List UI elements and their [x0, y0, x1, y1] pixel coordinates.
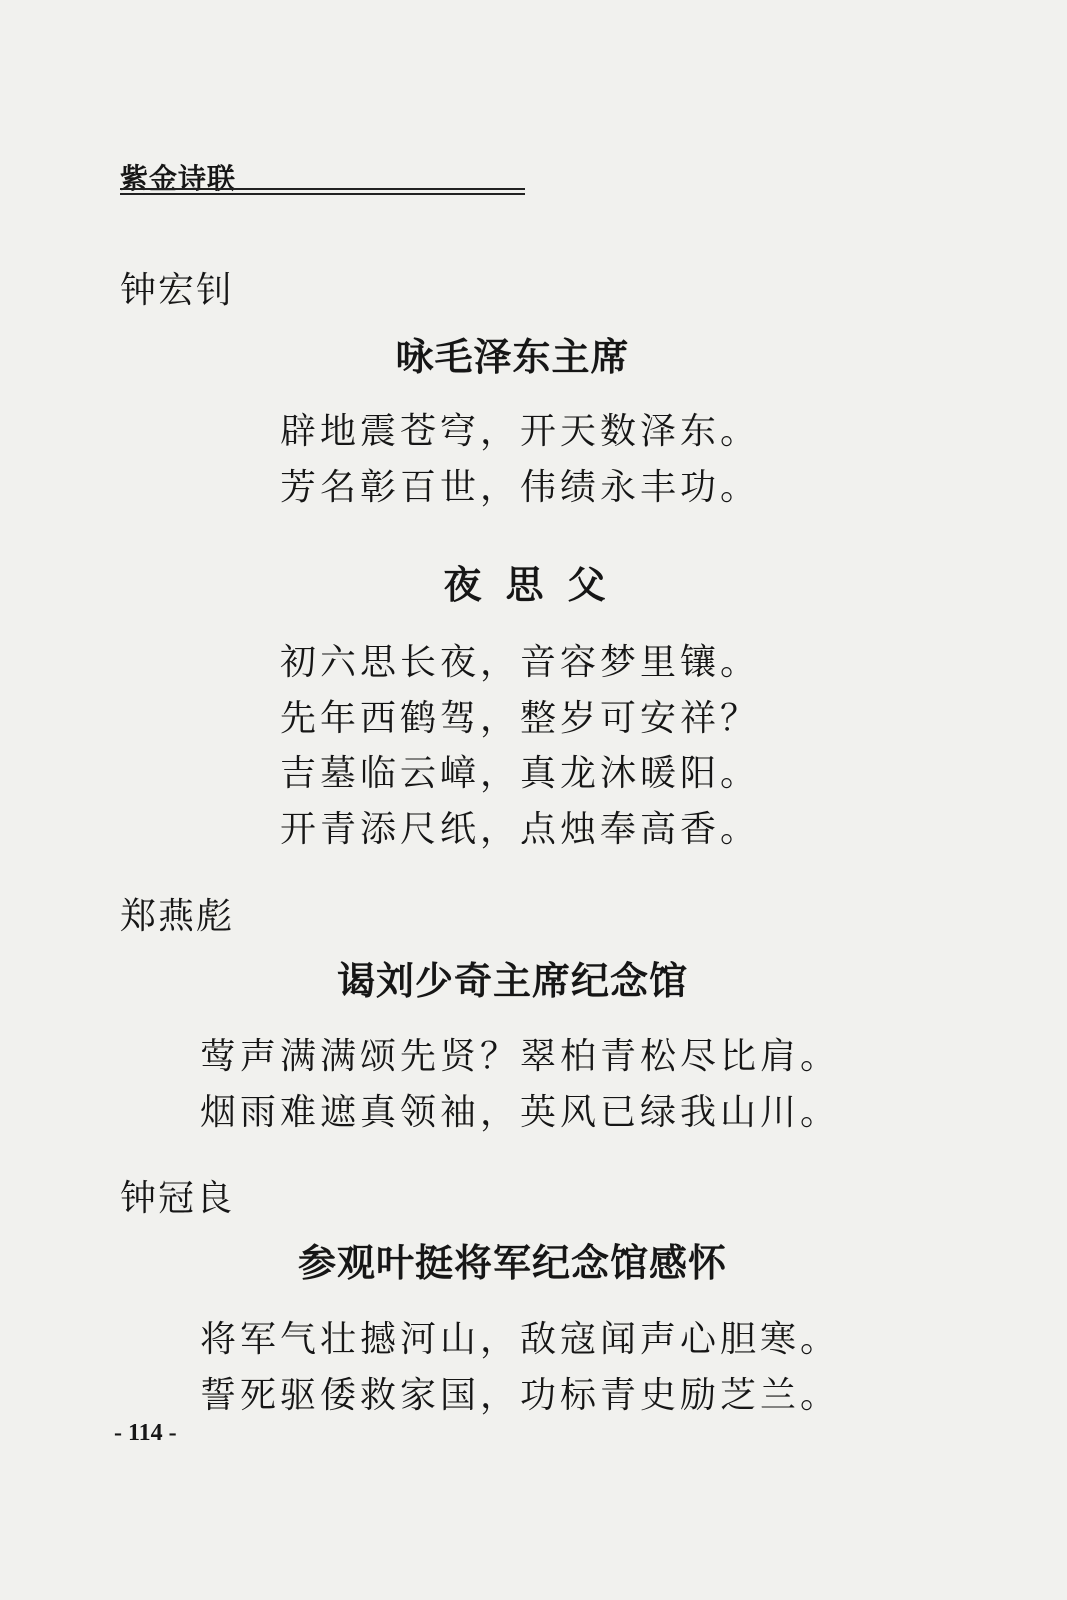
poem-title: 谒刘少奇主席纪念馆	[336, 959, 688, 1003]
running-head-title: 紫金诗联	[120, 162, 237, 195]
poem-line: 烟雨难遮真领袖，英风已绿我山川。	[200, 1092, 841, 1133]
poem-title: 咏毛泽东主席	[395, 335, 630, 379]
poem-line: 开青添尺纸，点烛奉高香。	[280, 809, 761, 850]
author-name: 钟冠良	[120, 1178, 235, 1219]
running-head-rule	[120, 188, 525, 195]
poem-line: 将军气壮撼河山，敌寇闻声心胆寒。	[200, 1319, 841, 1360]
poem-line: 辟地震苍穹，开天数泽东。	[280, 411, 761, 452]
page-number: - 114 -	[114, 1420, 177, 1446]
poem-title: 夜思父	[443, 563, 630, 607]
poem-line: 莺声满满颂先贤？翠柏青松尽比肩。	[200, 1036, 841, 1077]
poem-line: 初六思长夜，音容梦里镶。	[280, 642, 761, 683]
author-name: 钟宏钊	[120, 270, 235, 311]
poem-line: 吉墓临云嶂，真龙沐暖阳。	[280, 753, 761, 794]
author-name: 郑燕彪	[120, 896, 235, 937]
poem-line: 誓死驱倭救家国，功标青史励芝兰。	[200, 1375, 841, 1416]
poem-title: 参观叶挺将军纪念馆感怀	[297, 1241, 727, 1285]
poem-line: 先年西鹤驾，整岁可安祥？	[280, 698, 761, 739]
poem-line: 芳名彰百世，伟绩永丰功。	[280, 467, 761, 508]
